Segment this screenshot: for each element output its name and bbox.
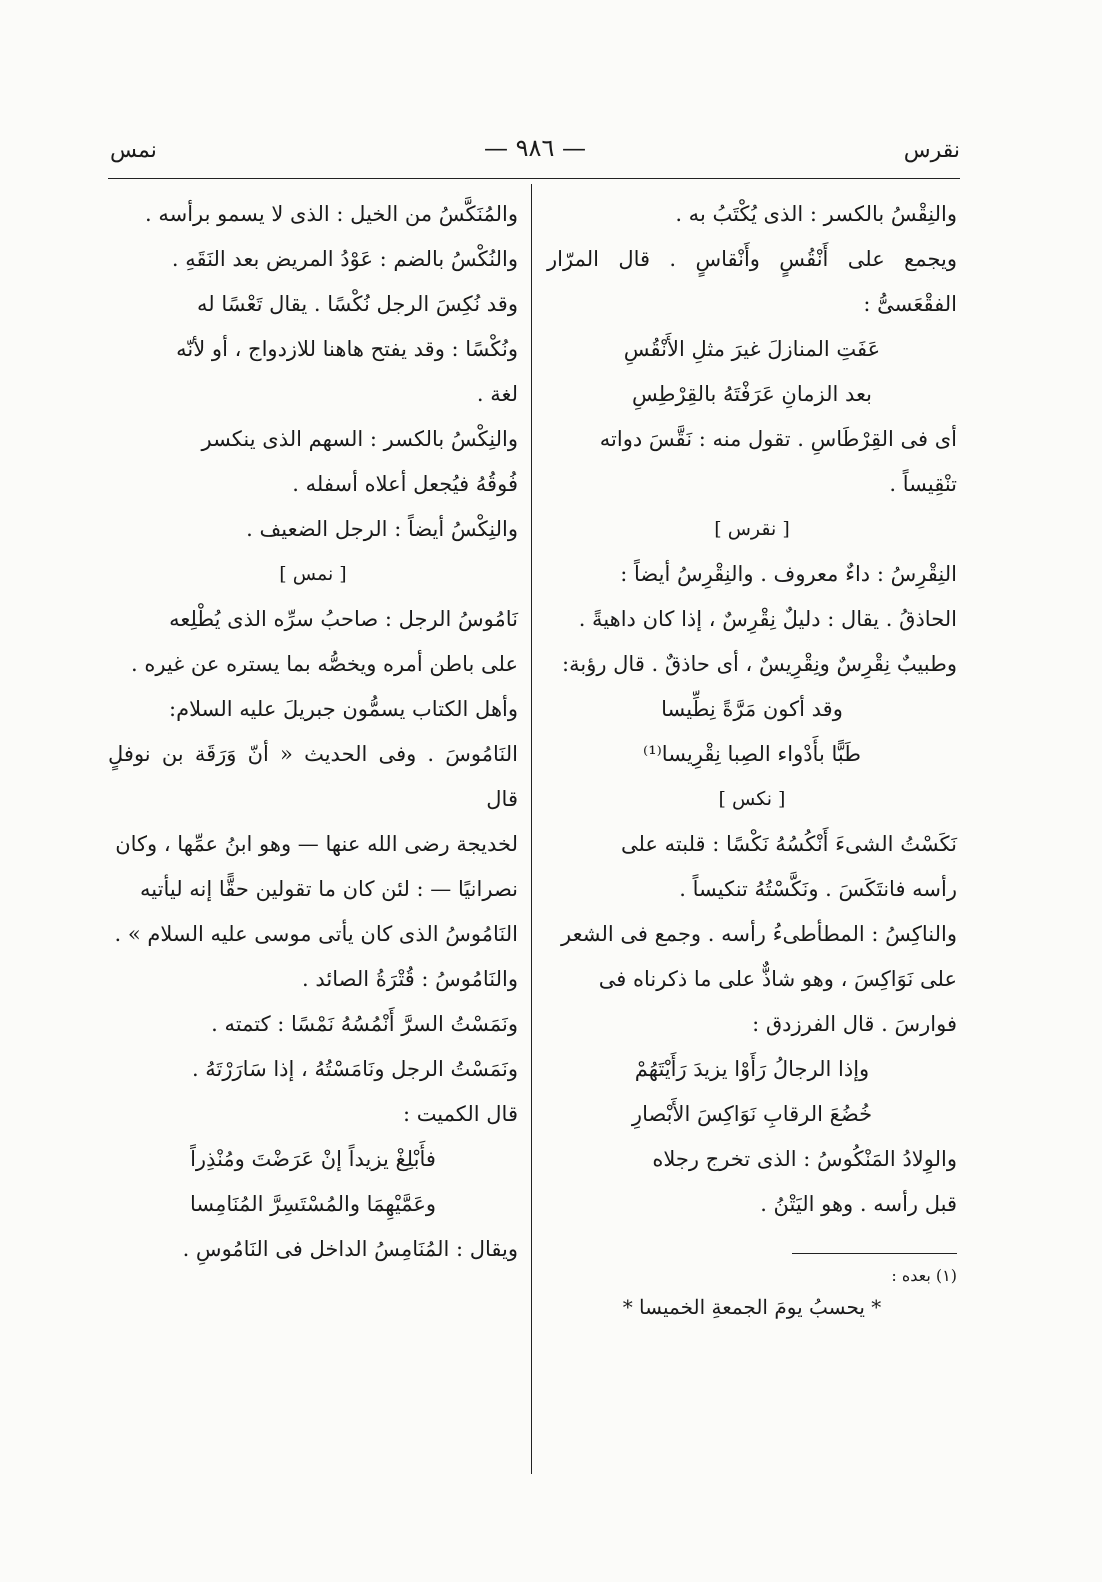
text-line: رأسه فانتَكَسَ . ونَكَّسْتُهُ تنكيساً . (679, 877, 957, 901)
text-line: ويقال : المُنَامِسُ الداخل فى النَامُوسِ . (182, 1237, 518, 1261)
entry-heading-naks: [ نكس ] (718, 788, 786, 810)
text-line: وقد نُكِسَ الرجل نُكْسًا . يقال تَعْسًا له (197, 292, 518, 316)
text-line: النَامُوسَ . وفى الحديث « أنّ وَرَقَة بن نوفلٍ قال (108, 742, 518, 811)
text-line: فوارسَ . قال الفرزدق : (752, 1012, 957, 1036)
text-line: النَامُوسُ الذى كان يأتى موسى عليه السلام » . (114, 922, 518, 946)
text-line: على نَوَاكِسَ ، وهو شاذٌّ على ما ذكرناه فى (598, 967, 957, 991)
left-column (108, 192, 518, 1272)
text-line: على باطن أمره ويخصُّه بما يستره عن غيره . (130, 652, 518, 676)
verse-line: فأَبْلِغْ يزيداً إنْ عَرَضْتَ ومُنْذِراً (190, 1147, 436, 1171)
text-line: نَكَسْتُ الشىءَ أَنْكُسُهُ نَكْسًا : قلبته على (620, 832, 957, 856)
verse-line: عَفَتِ المنازلَ غيرَ مثلِ الأَنْقُسِ (623, 337, 881, 361)
entry-heading-nams: [ نمس ] (279, 563, 347, 585)
entry-heading-naqras: [ نقرس ] (714, 518, 790, 540)
verse-line: طَبًّا بأَدْواء الصِبا نِقْرِيسا⁽¹⁾ (643, 742, 861, 766)
running-head-right: نقرس (903, 138, 960, 163)
page-number: — ٩٨٦ — (484, 134, 586, 162)
header-rule (108, 178, 960, 179)
text-line: والنَامُوسُ : قُتْرَةُ الصائد . (302, 967, 518, 991)
verse-line: بعد الزمانِ عَرَفْتَهُ بالقِرْطِسِ (631, 382, 872, 406)
page-header (110, 134, 960, 178)
text-line: والناكِسُ : المطأطىءُ رأسه . وجمع فى الشعر (561, 922, 957, 946)
footnote-label: (١) بعده : (891, 1266, 957, 1285)
text-line: والنُكْسُ بالضم : عَوْدُ المريض بعد النَقَهِ . (171, 247, 518, 271)
text-line: الحاذقُ . يقال : دليلٌ نِقْرِسٌ ، إذا كان داهيةً . (578, 607, 957, 631)
text-line: النِقْرِسُ : داءٌ معروف . والنِقْرِسُ أيضاً : (620, 562, 957, 586)
column-divider (531, 184, 532, 1474)
text-line: وأهل الكتاب يسمُّون جبريلَ عليه السلام: (169, 697, 518, 721)
text-line: أى فى القِرْطَاسِ . تقول منه : نَقَّسَ دواته (599, 427, 957, 451)
verse-line: وقد أكون مَرَّةً نِطِّيسا (661, 697, 843, 721)
text-line: ويجمع على أَنْقُسٍ وأَنْقاسٍ . قال المرّار الفقْعَسىُّ : (547, 247, 957, 316)
right-column (547, 192, 957, 1324)
verse-line: وإذا الرجالُ رَأَوْا يزيدَ رَأَيْتَهُمْ (634, 1057, 870, 1081)
text-line: قبل رأسه . وهو اليَتْنُ . (760, 1192, 957, 1216)
text-line: نصرانيًا — : لئن كان ما تقولين حقًّا إنه ليأتيه (140, 877, 518, 901)
running-head-left: نمس (110, 138, 157, 163)
text-line: وطبيبٌ نِقْرِسٌ ونِقْرِيسٌ ، أى حاذقٌ . قال رؤبة: (562, 652, 957, 676)
text-line: نَامُوسُ الرجل : صاحبُ سرِّه الذى يُطْلِعه (169, 607, 518, 631)
text-line: والنِكْسُ أيضاً : الرجل الضعيف . (246, 517, 518, 541)
text-line: والمُنَكَّسُ من الخيل : الذى لا يسمو برأسه . (145, 202, 518, 226)
text-line: لغة . (476, 382, 518, 406)
text-line: لخديجة رضى الله عنها — وهو ابنُ عمِّها ، وكان (115, 832, 518, 856)
verse-line: خُضُعَ الرقابِ نَوَاكِسَ الأَبْصارِ (631, 1102, 873, 1126)
text-line: فُوقُهُ فيُجعل أعلاه أسفله . (292, 472, 518, 496)
text-line: ونُكْسًا : وقد يفتح هاهنا للازدواج ، أو لأنّه (176, 337, 518, 361)
text-line: والنِقْسُ بالكسر : الذى يُكْتَبُ به . (675, 202, 957, 226)
text-line: والوِلادُ المَنْكُوسُ : الذى تخرج رجلاه (652, 1147, 957, 1171)
text-line: قال الكميت : (402, 1102, 518, 1126)
text-line: تنْقِيساً . (889, 472, 957, 496)
footnote-rule (792, 1253, 957, 1254)
text-line: ونَمَسْتُ السرَّ أَنْمُسُهُ نَمْسًا : كتمته . (211, 1012, 518, 1036)
verse-line: وعَمَّيْهِمَا والمُسْتَسِرَّ المُنَامِسا (189, 1192, 437, 1216)
text-line: والنِكْسُ بالكسر : السهم الذى ينكسر (201, 427, 518, 451)
footnote-text: * يحسبُ يومَ الجمعةِ الخميسا * (622, 1295, 882, 1319)
text-line: ونَمَسْتُ الرجل ونَامَسْتُهُ ، إذا سَارَرْتَهُ . (191, 1057, 518, 1081)
